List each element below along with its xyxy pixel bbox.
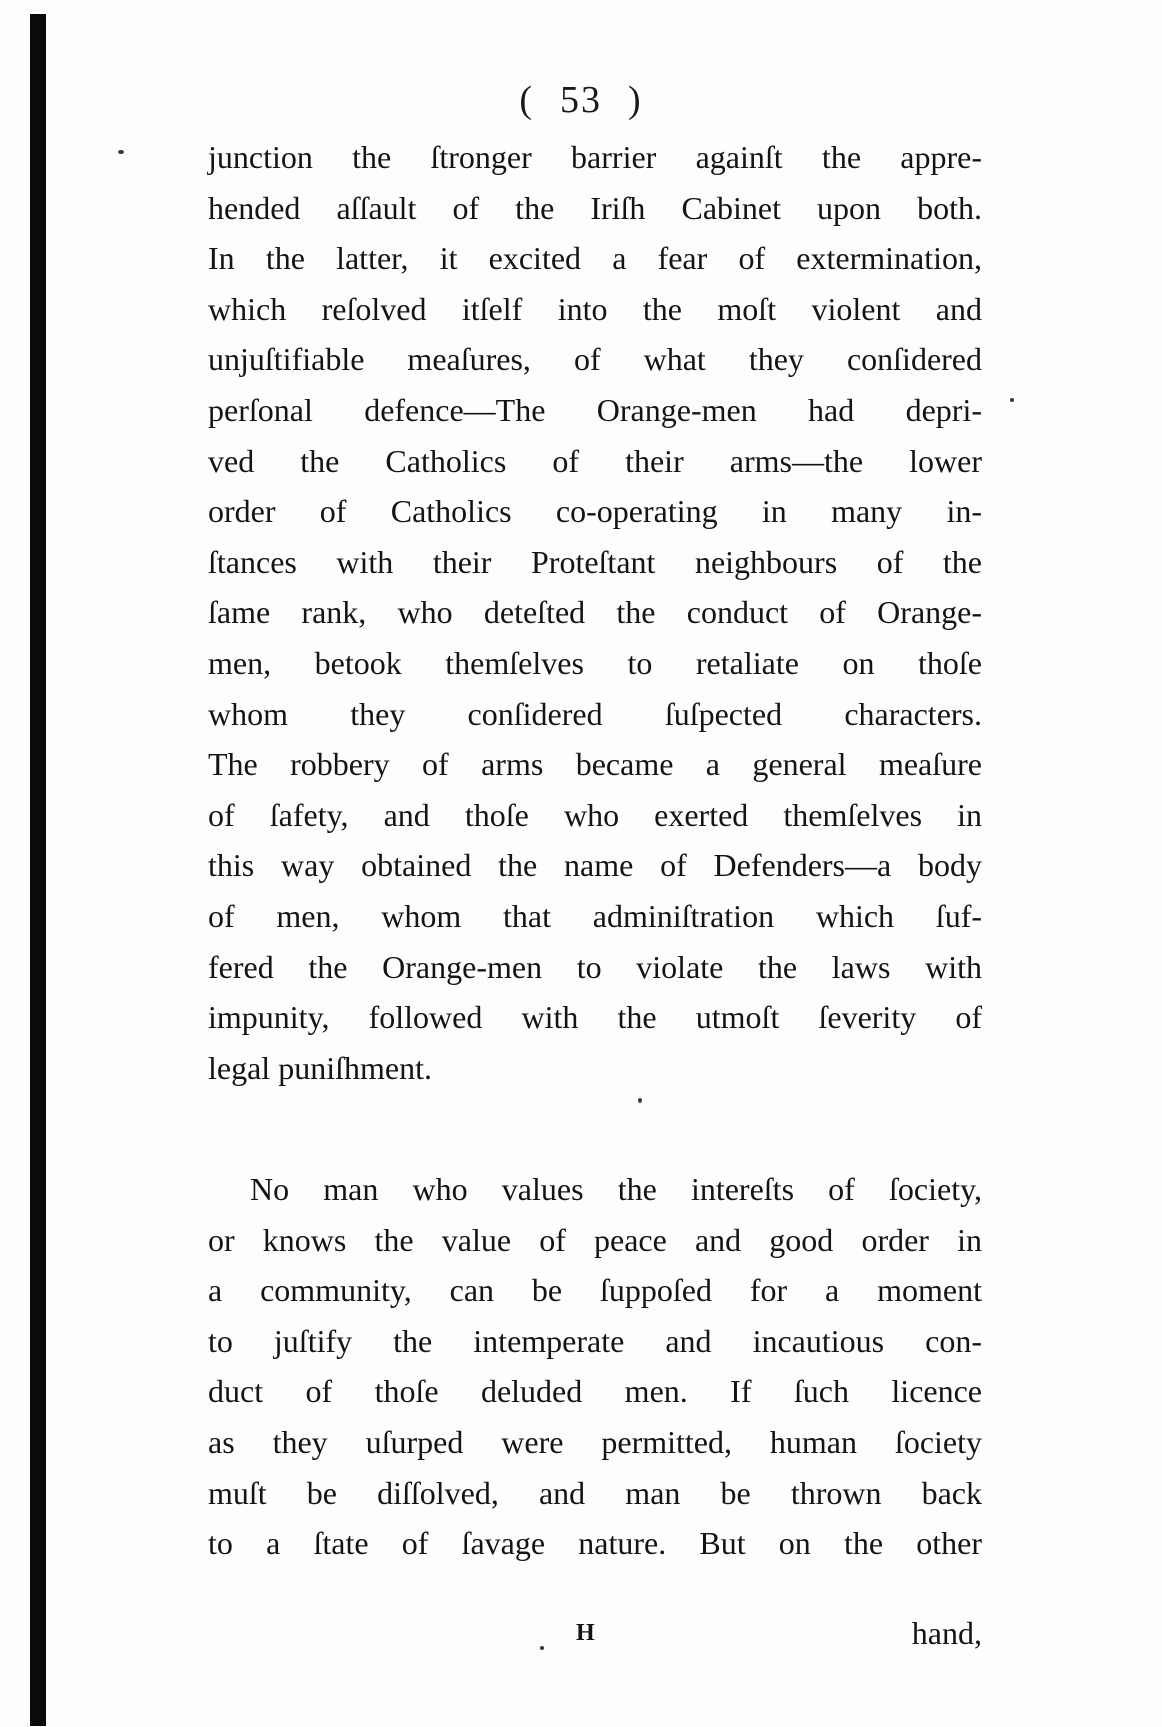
text-line: men, betook themſelves to retaliate on thoſe <box>208 644 982 681</box>
text-line: perſonal defence—The Orange-men had depri- <box>208 391 982 428</box>
text-line: muſt be diſſolved, and man be thrown back <box>208 1474 982 1511</box>
text-line: or knows the value of peace and good order in <box>208 1221 982 1258</box>
signature-mark: H <box>576 1620 596 1646</box>
paragraph-2 <box>208 1164 982 1569</box>
binding-shadow <box>30 14 46 1726</box>
page-number: 53 <box>560 79 602 121</box>
text-line: order of Catholics co-operating in many in- <box>208 493 982 530</box>
text-line: of men, whom that adminiſtration which ſuf- <box>208 897 982 934</box>
ink-speck <box>118 150 124 154</box>
ink-speck <box>638 1098 642 1103</box>
page-number-open-paren: ( <box>519 79 534 121</box>
text-line: ved the Catholics of their arms—the lower <box>208 442 982 479</box>
text-line: a community, can be ſuppoſed for a moment <box>208 1272 982 1309</box>
text-line: unjuſtifiable meaſures, of what they conſidered <box>208 341 982 378</box>
text-line: to juſtify the intemperate and incautious con- <box>208 1322 982 1359</box>
text-line: duct of thoſe deluded men. If ſuch licence <box>208 1373 982 1410</box>
catchword: hand, <box>911 1615 982 1651</box>
ink-speck <box>1010 398 1014 402</box>
text-line: In the latter, it excited a fear of extermination, <box>208 240 982 277</box>
text-line: hended aſſault of the Iriſh Cabinet upon both. <box>208 189 982 226</box>
paragraph-1 <box>208 132 982 1093</box>
text-line: to a ſtate of ſavage nature. But on the other <box>208 1525 982 1562</box>
text-line: No man who values the intereſts of ſociety, <box>250 1171 982 1207</box>
page-number-header <box>0 78 1162 122</box>
text-line: of ſafety, and thoſe who exerted themſelves in <box>208 796 982 833</box>
text-line: ſtances with their Proteſtant neighbours of the <box>208 543 982 580</box>
text-line: legal puniſhment. <box>208 1049 432 1086</box>
text-line: as they uſurped were permitted, human ſociety <box>208 1423 982 1460</box>
text-line: whom they conſidered ſuſpected characters. <box>208 695 982 732</box>
text-line: fered the Orange-men to violate the laws with <box>208 948 982 985</box>
page-footer <box>208 1608 982 1658</box>
page-number-close-paren: ) <box>628 79 643 121</box>
text-line: The robbery of arms became a general meaſure <box>208 746 982 783</box>
ink-speck <box>540 1646 544 1650</box>
text-line: junction the ſtronger barrier againſt the appre- <box>208 139 982 175</box>
text-line: which reſolved itſelf into the moſt violent and <box>208 290 982 327</box>
text-line: ſame rank, who deteſted the conduct of Orange- <box>208 594 982 631</box>
text-line: this way obtained the name of Defenders—a body <box>208 847 982 884</box>
text-line: impunity, followed with the utmoſt ſeverity of <box>208 999 982 1036</box>
